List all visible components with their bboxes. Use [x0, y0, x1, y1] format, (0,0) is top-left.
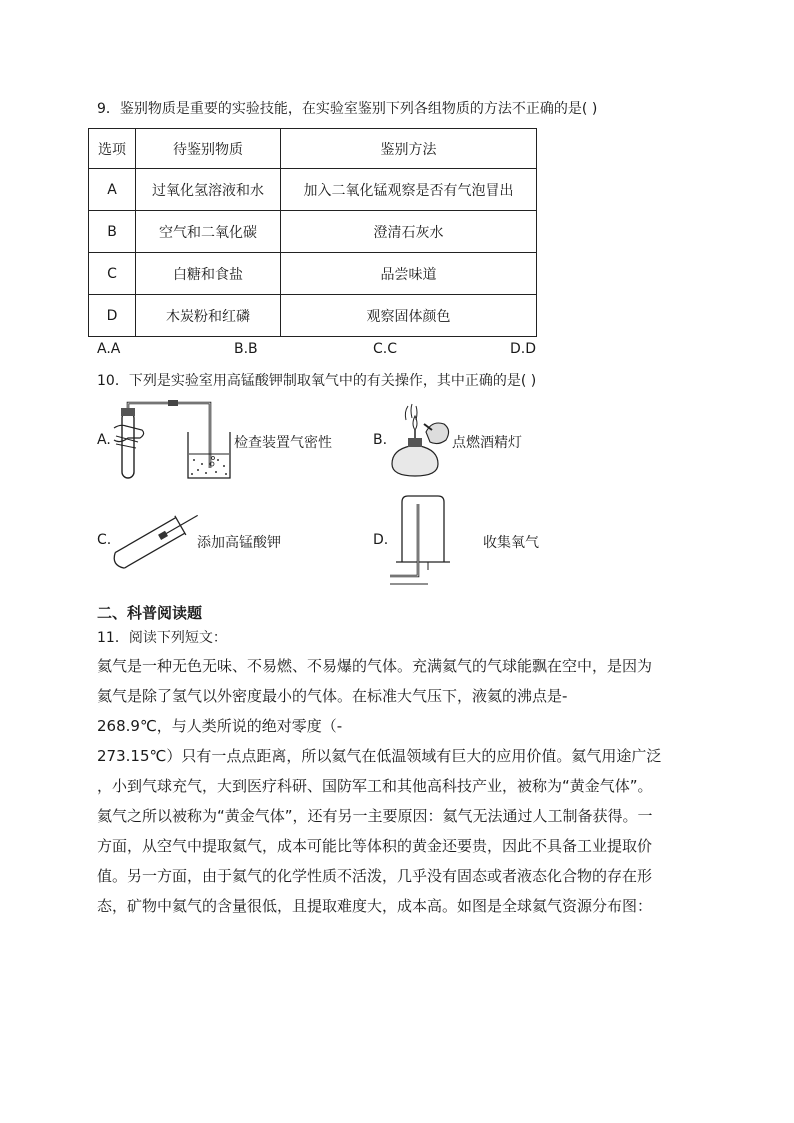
table-header-cell: 选项	[89, 129, 136, 169]
table-header-cell: 鉴别方法	[281, 129, 537, 169]
table-cell: D	[89, 295, 136, 337]
table-cell: B	[89, 211, 136, 253]
q11-stem: 11．阅读下列短文：	[97, 630, 227, 646]
table-cell: 澄清石灰水	[281, 211, 537, 253]
q9-choice-a: A.A	[97, 341, 121, 357]
table-cell: 品尝味道	[281, 253, 537, 295]
table-cell: 观察固体颜色	[281, 295, 537, 337]
passage-line: 值。另一方面，由于氦气的化学性质不活泼，几乎没有固态或者液态化合物的存在形	[97, 867, 653, 885]
passage-line: 氦气之所以被称为“黄金气体”，还有另一主要原因：氦气无法通过人工制备获得。一	[97, 807, 653, 825]
q10-option-c-letter: C.	[97, 532, 112, 548]
q10-option-b-letter: B.	[373, 432, 388, 448]
passage-line: 态，矿物中氦气的含量很低，且提取难度大，成本高。如图是全球氦气资源分布图：	[97, 897, 653, 915]
table-row	[89, 169, 537, 211]
table-cell: A	[89, 169, 136, 211]
passage-line: 方面，从空气中提取氦气，成本可能比等体积的黄金还要贵，因此不具备工业提取价	[97, 837, 653, 855]
alcohol-lamp-icon	[386, 402, 452, 480]
q10-option-a-letter: A.	[97, 432, 111, 448]
table-cell: 加入二氧化锰观察是否有气泡冒出	[281, 169, 537, 211]
table-cell: 木炭粉和红磷	[136, 295, 281, 337]
passage-line: 氦气是除了氢气以外密度最小的气体。在标准大气压下，液氦的沸点是-	[97, 687, 568, 705]
q9-table	[88, 128, 537, 337]
q10-option-d-letter: D.	[373, 532, 389, 548]
table-cell: 白糖和食盐	[136, 253, 281, 295]
section-title: 二、科普阅读题	[97, 604, 203, 622]
table-row	[89, 295, 537, 337]
q10-stem: 10．下列是实验室用高锰酸钾制取氧气中的有关操作，其中正确的是( )	[97, 373, 537, 389]
q10-option-c-text: 添加高锰酸钾	[197, 535, 281, 551]
q9-stem: 9．鉴别物质是重要的实验技能，在实验室鉴别下列各组物质的方法不正确的是( )	[97, 101, 598, 117]
test-tube-powder-icon	[108, 508, 198, 572]
table-header-cell: 待鉴别物质	[136, 129, 281, 169]
q9-choice-c: C.C	[373, 341, 398, 357]
table-cell: C	[89, 253, 136, 295]
gas-collection-bottle-icon	[388, 492, 454, 588]
passage-line: 268.9℃，与人类所说的绝对零度（-	[97, 717, 343, 735]
passage-line: ，小到气球充气，大到医疗科研、国防军工和其他高科技产业，被称为“黄金气体”。	[97, 777, 653, 795]
table-row	[89, 253, 537, 295]
table-cell: 过氧化氢溶液和水	[136, 169, 281, 211]
q9-choice-d: D.D	[510, 341, 537, 357]
passage-line: 273.15℃）只有一点点距离，所以氦气在低温领域有巨大的应用价值。氦气用途广泛	[97, 747, 662, 765]
table-row	[89, 211, 537, 253]
q10-option-b-text: 点燃酒精灯	[452, 435, 522, 451]
test-tube-airtight-icon	[112, 398, 237, 482]
passage-line: 氦气是一种无色无味、不易燃、不易爆的气体。充满氦气的气球能飘在空中，是因为	[97, 657, 653, 675]
q10-option-d-text: 收集氧气	[483, 535, 539, 551]
table-cell: 空气和二氧化碳	[136, 211, 281, 253]
table-header-row	[89, 129, 537, 169]
q11-passage	[97, 651, 697, 921]
q10-option-a-text: 检查装置气密性	[234, 435, 332, 451]
q9-choice-b: B.B	[234, 341, 258, 357]
